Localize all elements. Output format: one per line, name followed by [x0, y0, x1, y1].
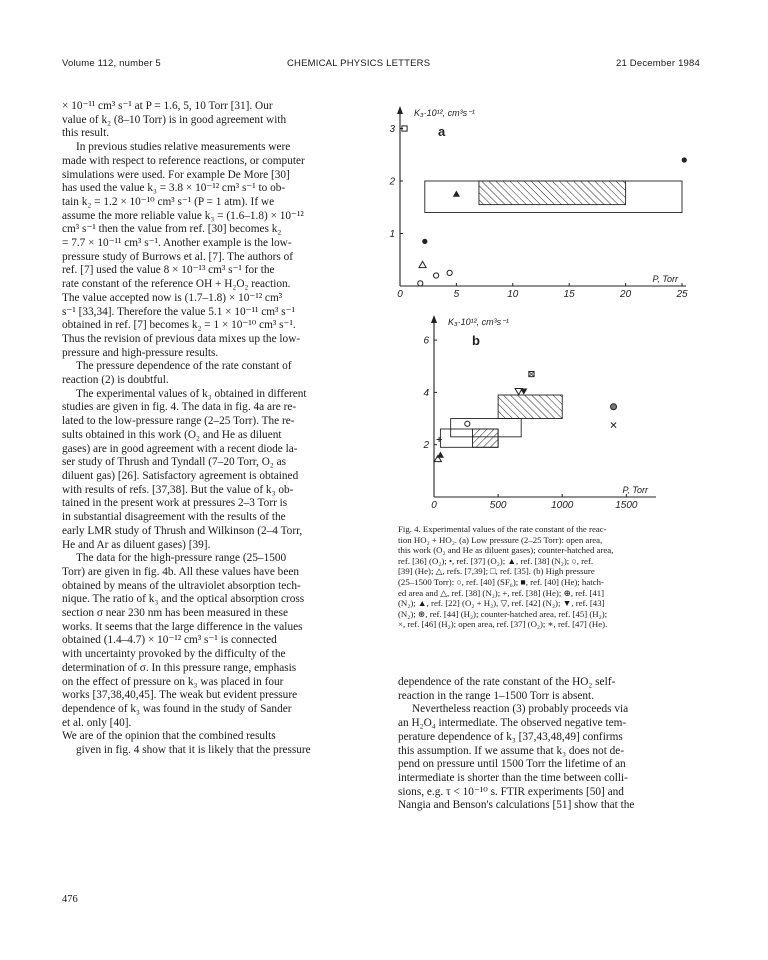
- text-line: this result.: [62, 127, 110, 140]
- figure-4b: [420, 305, 670, 515]
- y-tick-label: 6: [423, 335, 429, 347]
- text-line: ser study of Thrush and Tyndall (7–20 Torr, O₂ as: [62, 456, 287, 469]
- text-line: works [37,38,40,45]. The weak but evident pressure: [62, 689, 298, 702]
- text-line: ref. [7] used the value 8 × 10⁻¹³ cm³ s⁻¹ for the: [62, 264, 275, 277]
- text-line: reaction in the range 1–1500 Torr is absent.: [398, 689, 595, 702]
- text-line: The value accepted now is (1.7–1.8) × 10⁻¹² cm³: [62, 291, 283, 304]
- text-line: He and Ar as diluent gases) [39].: [62, 538, 211, 551]
- page-number: 476: [62, 894, 78, 905]
- text-line: studies are given in fig. 4. The data in fig. 4a are re-: [62, 401, 297, 414]
- open-circle-marker: [433, 273, 438, 278]
- text-line: sults obtained in this work (O₂ and He as diluent: [62, 428, 282, 441]
- caption-line: tion HO₂ + HO₂. (a) Low pressure (2–25 Torr): open area,: [398, 534, 603, 545]
- text-line: dependence of k₃ was found in the study of Sander: [62, 702, 292, 715]
- y-tick-label: 2: [389, 176, 395, 188]
- x-tick-label: 15: [563, 289, 575, 300]
- y-axis-label: K₃·10¹², cm³s⁻¹: [448, 317, 509, 327]
- text-line: early LMR study of Thrush and Wilkinson (2–4 Torr,: [62, 524, 303, 537]
- text-line: obtained (1.4–4.7) × 10⁻¹² cm³ s⁻¹ is connected: [62, 634, 277, 647]
- plus-marker: [437, 437, 442, 442]
- x-tick-label: 0: [431, 500, 437, 511]
- text-line: pend on pressure until 1500 Torr the lifetime of an: [398, 758, 626, 771]
- x-tick-label: 500: [489, 500, 507, 511]
- boxed-cross-stroke: [529, 371, 534, 376]
- text-line: tained in the present work at pressures 2–3 Torr is: [62, 497, 288, 510]
- x-axis-label: P, Torr: [622, 485, 648, 495]
- panel-label: b: [472, 333, 480, 348]
- text-line: value of k₂ (8–10 Torr) is in good agreement with: [62, 113, 287, 126]
- cross-marker: [611, 422, 616, 427]
- text-line: diluent gas) [26]. Satisfactory agreement is obtained: [62, 469, 299, 482]
- text-line: et al. only [40].: [62, 716, 132, 729]
- text-line: section σ near 230 nm has been measured in these: [62, 607, 288, 620]
- open-triangle-marker: [419, 261, 426, 267]
- counter-hatched-area: [498, 395, 562, 419]
- y-axis-arrow: [431, 315, 437, 323]
- text-line: sions, e.g. τ < 10⁻¹⁰ s. FTIR experiments [50] and: [398, 785, 624, 798]
- left-text-column: [62, 100, 380, 758]
- panel-label: a: [438, 124, 446, 139]
- filled-triangle-marker: [453, 191, 460, 197]
- text-line: s⁻¹ [33,34]. Therefore the value 5.1 × 10⁻¹¹ cm³ s⁻¹: [62, 305, 295, 318]
- text-line: lated to the low-pressure range (2–25 Torr). The re-: [62, 415, 295, 428]
- y-tick-label: 1: [389, 229, 395, 240]
- journal-title: CHEMICAL PHYSICS LETTERS: [287, 58, 431, 69]
- y-tick-label: 4: [423, 387, 429, 399]
- text-line: dependence of the rate constant of the HO₂ self-: [398, 676, 616, 688]
- text-line: In previous studies relative measurements were: [76, 141, 291, 154]
- x-tick-label: 0: [397, 289, 403, 300]
- text-line: = 7.7 × 10⁻¹¹ cm³ s⁻¹. Another example is the low-: [62, 237, 292, 250]
- text-line: obtained in ref. [7] becomes k₂ = 1 × 10⁻¹⁰ cm³ s⁻¹.: [62, 319, 296, 332]
- text-line: We are of the opinion that the combined results: [62, 730, 276, 743]
- filled-circle-marker: [682, 157, 687, 162]
- caption-line: ref. [36] (O₂); •, ref. [37] (O₂); ▲, ref. [38] (N₂); ○, ref.: [398, 555, 594, 566]
- text-line: has used the value k₃ = 3.8 × 10⁻¹² cm³ s⁻¹ to ob-: [62, 182, 286, 195]
- text-line: tain k₂ = 1.2 × 10⁻¹⁰ cm³ s⁻¹ (P = 1 atm). If we: [62, 195, 275, 208]
- x-tick-label: 1500: [615, 500, 638, 511]
- caption-line: (N₂); ⊛, ref. [44] (H₂); counter-hatched area, ref. [45] (H₂);: [398, 608, 608, 619]
- x-tick-label: 10: [507, 289, 519, 300]
- text-line: works. It seems that the large difference in the values: [62, 620, 303, 633]
- filled-triangle-down-marker: [520, 388, 527, 394]
- text-line: pressure study of Burrows et al. [7]. The authors of: [62, 250, 294, 263]
- text-line: on the effect of pressure on k₃ was placed in four: [62, 675, 284, 688]
- issue-date: 21 December 1984: [616, 58, 701, 69]
- x-tick-label: 20: [620, 289, 632, 300]
- text-line: Nangia and Benson's calculations [51] show that the: [398, 799, 635, 812]
- x-tick-label: 1000: [551, 500, 574, 511]
- right-text-column: [398, 676, 716, 813]
- text-line: determination of σ. In this pressure range, emphasis: [62, 661, 297, 674]
- text-line: given in fig. 4 show that it is likely that the pressure: [76, 744, 311, 757]
- text-line: gases) are in good agreement with a recent diode la-: [62, 442, 298, 455]
- hatched-area: [472, 429, 498, 447]
- text-line: cm³ s⁻¹ then the value from ref. [30] becomes k₂: [62, 223, 282, 236]
- text-line: Nevertheless reaction (3) probably proceeds via: [412, 703, 629, 716]
- text-line: The data for the high-pressure range (25–1500: [76, 552, 287, 565]
- figure-caption: [398, 524, 716, 630]
- caption-line: [39] (He); △, refs. [7,39]; □, ref. [35]. (b) High pressure: [398, 566, 595, 577]
- y-axis-arrow: [397, 106, 403, 114]
- x-tick-label: 25: [676, 289, 688, 300]
- text-line: with results of refs. [37,38]. But the value of k₃ ob-: [62, 483, 294, 496]
- text-line: obtained by means of the ultraviolet absorption tech-: [62, 579, 301, 592]
- y-axis-label: K₃·10¹², cm³s⁻¹: [414, 108, 475, 118]
- text-line: nique. The ratio of k₃ and the optical absorption cross: [62, 593, 305, 606]
- text-line: assume the more reliable value k₃ = (1.6–1.8) × 10⁻¹²: [62, 209, 304, 222]
- text-line: intermediate is shorter than the time between colli-: [398, 771, 628, 784]
- text-line: simulations were used. For example De More [30]: [62, 168, 290, 181]
- x-axis-label: P, Torr: [652, 274, 678, 284]
- text-line: pressure and high-pressure results.: [62, 346, 219, 359]
- text-line: this assumption. If we assume that k₃ does not de-: [398, 744, 625, 757]
- circled-star-marker: [611, 404, 617, 410]
- caption-line: Fig. 4. Experimental values of the rate constant of the reac-: [398, 524, 607, 534]
- caption-line: this work (O₂ and He as diluent gases); counter-hatched area,: [398, 545, 614, 556]
- text-line: Torr) are given in fig. 4b. All these values have been: [62, 565, 299, 578]
- text-line: Thus the revision of previous data mixes up the low-: [62, 332, 301, 345]
- text-line: perature dependence of k₃ [37,43,48,49] confirms: [398, 730, 623, 743]
- text-line: The experimental values of k₃ obtained in different: [76, 387, 307, 400]
- figure-4a: [382, 96, 712, 302]
- text-line: The pressure dependence of the rate constant of: [76, 360, 292, 373]
- open-circle-marker: [447, 270, 452, 275]
- caption-line: (25–1500 Torr): ○, ref. [40] (SF₆); ■, ref. [40] (He); hatch-: [398, 576, 604, 587]
- volume-number: Volume 112, number 5: [62, 58, 161, 69]
- text-line: with uncertainty provoked by the difficulty of the: [62, 648, 286, 661]
- caption-line: (N₂); ▲, ref. [22] (O₂ + H₂), ▽, ref. [42] (N₂); ▼, ref. [43]: [398, 598, 605, 609]
- text-line: reaction (2) is doubtful.: [62, 374, 169, 387]
- caption-line: ed area and △, ref. [38] (N₂); +, ref. [38] (He); ⊕, ref. [41]: [398, 587, 605, 598]
- y-tick-label: 2: [423, 440, 429, 452]
- text-line: in substantial disagreement with the results of the: [62, 511, 286, 524]
- y-tick-label: 3: [389, 124, 395, 135]
- open-circle-marker: [465, 421, 470, 426]
- text-line: × 10⁻¹¹ cm³ s⁻¹ at P = 1.6, 5, 10 Torr [31]. Our: [62, 100, 273, 112]
- open-circle-marker: [418, 281, 423, 286]
- x-tick-label: 5: [453, 289, 460, 300]
- text-line: made with respect to reference reactions, or computer: [62, 154, 305, 167]
- text-line: rate constant of the reference OH + H₂O₂ reaction.: [62, 278, 291, 291]
- text-line: an H₂O₄ intermediate. The observed negative tem-: [398, 717, 627, 730]
- caption-line: ×, ref. [46] (H₂); open area, ref. [37] (O₂); ∗, ref. [47] (He).: [398, 619, 608, 630]
- filled-circle-marker: [422, 239, 427, 244]
- counter-hatched-area: [479, 181, 626, 205]
